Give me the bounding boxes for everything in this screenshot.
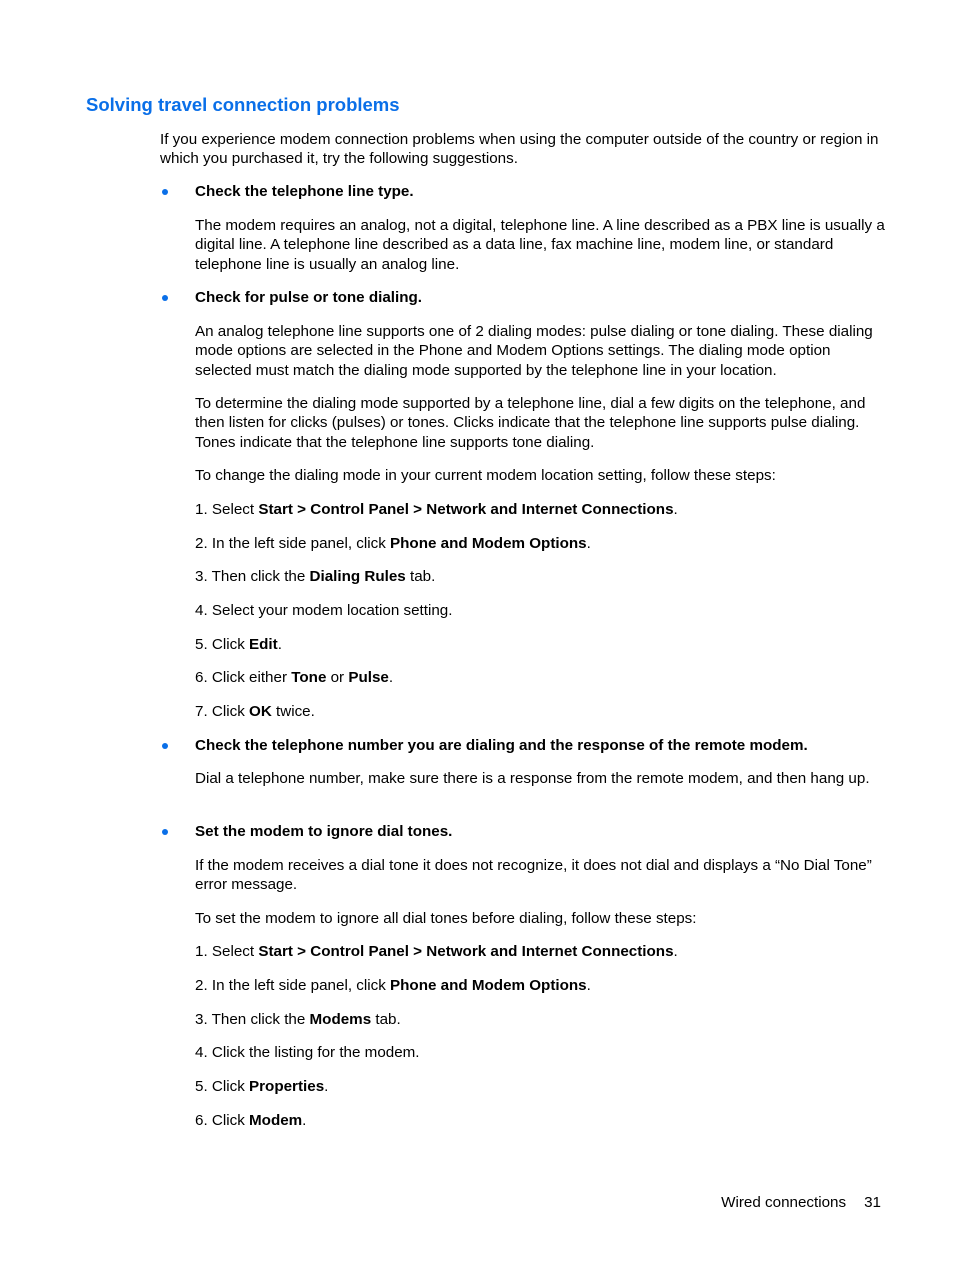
bullet-icon [162,189,168,195]
page-number: 31 [864,1194,881,1211]
body-paragraph: To change the dialing mode in your current modem location setting, follow these steps: [195,467,776,484]
bullet-title: Check the telephone line type. [195,183,414,200]
bullet-title: Set the modem to ignore dial tones. [195,823,453,840]
step-item: 1. Select Start > Control Panel > Network and Internet Connections. [195,501,678,518]
step-item: 6. Click either Tone or Pulse. [195,669,394,686]
intro-paragraph: If you experience modem connection problems when using the computer outside of the country or region in which you purchased it, try the following suggestions. [160,131,879,168]
step-item: 4. Click the listing for the modem. [195,1044,420,1061]
body-paragraph: Dial a telephone number, make sure there is a response from the remote modem, and then hang up. [195,770,870,787]
step-item: 4. Select your modem location setting. [195,602,453,619]
bullet-icon [162,829,168,835]
body-paragraph: To set the modem to ignore all dial tones before dialing, follow these steps: [195,910,697,927]
bullet-icon [162,743,168,749]
step-item: 3. Then click the Modems tab. [195,1011,401,1028]
step-item: 2. In the left side panel, click Phone and Modem Options. [195,977,591,994]
bullet-icon [162,295,168,301]
body-paragraph: If the modem receives a dial tone it does not recognize, it does not dial and displays a “No Dial Tone” error message. [195,857,872,894]
step-item: 1. Select Start > Control Panel > Network and Internet Connections. [195,943,678,960]
page-heading: Solving travel connection problems [86,94,400,115]
bullet-title: Check for pulse or tone dialing. [195,289,422,306]
body-paragraph: To determine the dialing mode supported by a telephone line, dial a few digits on the telephone, and then listen for clicks (pulses) or tones. Clicks indicate that the telephone line supports pulse dialing. Tones indicate that the telephone line supports tone dialing. [195,395,866,451]
body-paragraph: An analog telephone line supports one of 2 dialing modes: pulse dialing or tone dialing. These dialing mode options are selected in the Phone and Modem Options settings. The dialing mode option selected must match the dialing mode supported by the telephone line in your location. [195,323,873,379]
bullet-title: Check the telephone number you are dialing and the response of the remote modem. [195,737,808,754]
page-footer [721,1193,881,1212]
step-item: 5. Click Properties. [195,1078,329,1095]
step-item: 6. Click Modem. [195,1112,307,1129]
body-paragraph: The modem requires an analog, not a digital, telephone line. A line described as a PBX line is usually a digital line. A telephone line described as a data line, fax machine line, modem line, or standard telephone line is usually an analog line. [195,217,885,273]
step-item: 2. In the left side panel, click Phone and Modem Options. [195,535,591,552]
step-item: 7. Click OK twice. [195,703,315,720]
step-item: 3. Then click the Dialing Rules tab. [195,568,436,585]
footer-section-name: Wired connections [721,1194,847,1211]
step-item: 5. Click Edit. [195,636,282,653]
